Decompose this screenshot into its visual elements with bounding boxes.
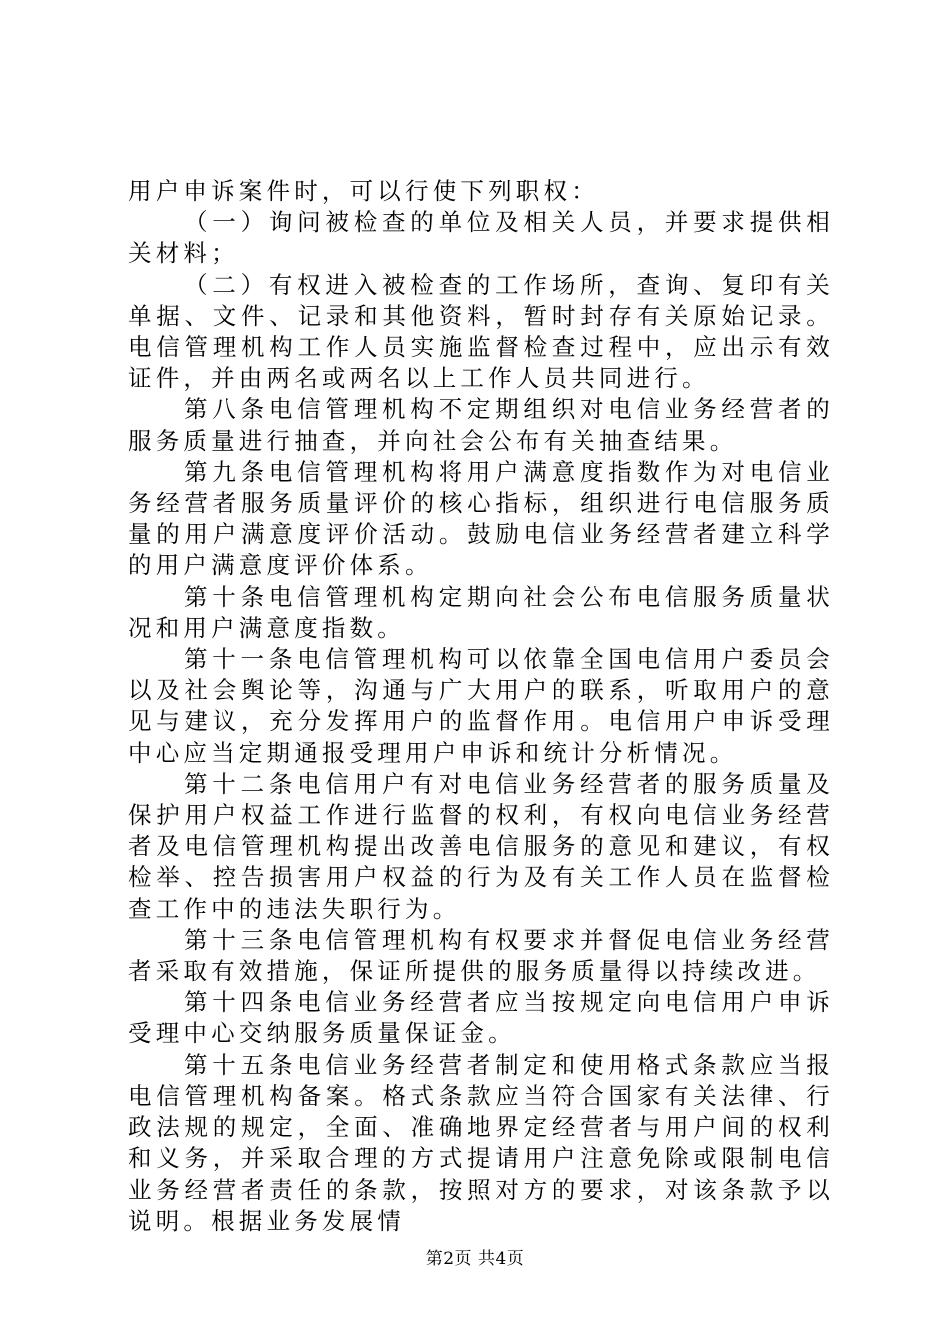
paragraph-article-9: 第九条电信管理机构将用户满意度指数作为对电信业务经营者服务质量评价的核心指标，组织进行电信服务质量的用户满意度评价活动。鼓励电信业务经营者建立科学的用户满意度评价体系。 [128, 457, 834, 580]
paragraph-item-2: （二）有权进入被检查的工作场所，查询、复印有关单据、文件、记录和其他资料，暂时封存有关原始记录。电信管理机构工作人员实施监督检查过程中，应出示有效证件，并由两名或两名以上工作人员共同进行。 [128, 270, 834, 393]
paragraph-article-15: 第十五条电信业务经营者制定和使用格式条款应当报电信管理机构备案。格式条款应当符合国家有关法律、行政法规的规定，全面、准确地界定经营者与用户间的权利和义务，并采取合理的方式提请用户注意免除或限制电信业务经营者责任的条款，按照对方的要求，对该条款予以说明。根据业务发展情 [128, 1050, 834, 1235]
paragraph-article-11: 第十一条电信管理机构可以依靠全国电信用户委员会以及社会舆论等，沟通与广大用户的联系，听取用户的意见与建议，充分发挥用户的监督作用。电信用户申诉受理中心应当定期通报受理用户申诉和统计分析情况。 [128, 645, 834, 767]
paragraph-article-8: 第八条电信管理机构不定期组织对电信业务经营者的服务质量进行抽查，并向社会公布有关抽查结果。 [128, 395, 834, 455]
page-number-footer: 第2页 共4页 [425, 1249, 525, 1269]
paragraph-item-1: （一）询问被检查的单位及相关人员，并要求提供相关材料； [128, 208, 834, 268]
document-body [128, 176, 834, 1237]
paragraph-article-12: 第十二条电信用户有对电信业务经营者的服务质量及保护用户权益工作进行监督的权利，有权向电信业务经营者及电信管理机构提出改善电信服务的意见和建议，有权检举、控告损害用户权益的行为及有关工作人员在监督检查工作中的违法失职行为。 [128, 769, 834, 923]
paragraph-continuation: 用户申诉案件时，可以行使下列职权： [128, 177, 599, 205]
paragraph-article-13: 第十三条电信管理机构有权要求并督促电信业务经营者采取有效措施，保证所提供的服务质量得以持续改进。 [128, 925, 834, 986]
paragraph-article-14: 第十四条电信业务经营者应当按规定向电信用户申诉受理中心交纳服务质量保证金。 [128, 988, 834, 1048]
paragraph-article-10: 第十条电信管理机构定期向社会公布电信服务质量状况和用户满意度指数。 [128, 582, 834, 642]
